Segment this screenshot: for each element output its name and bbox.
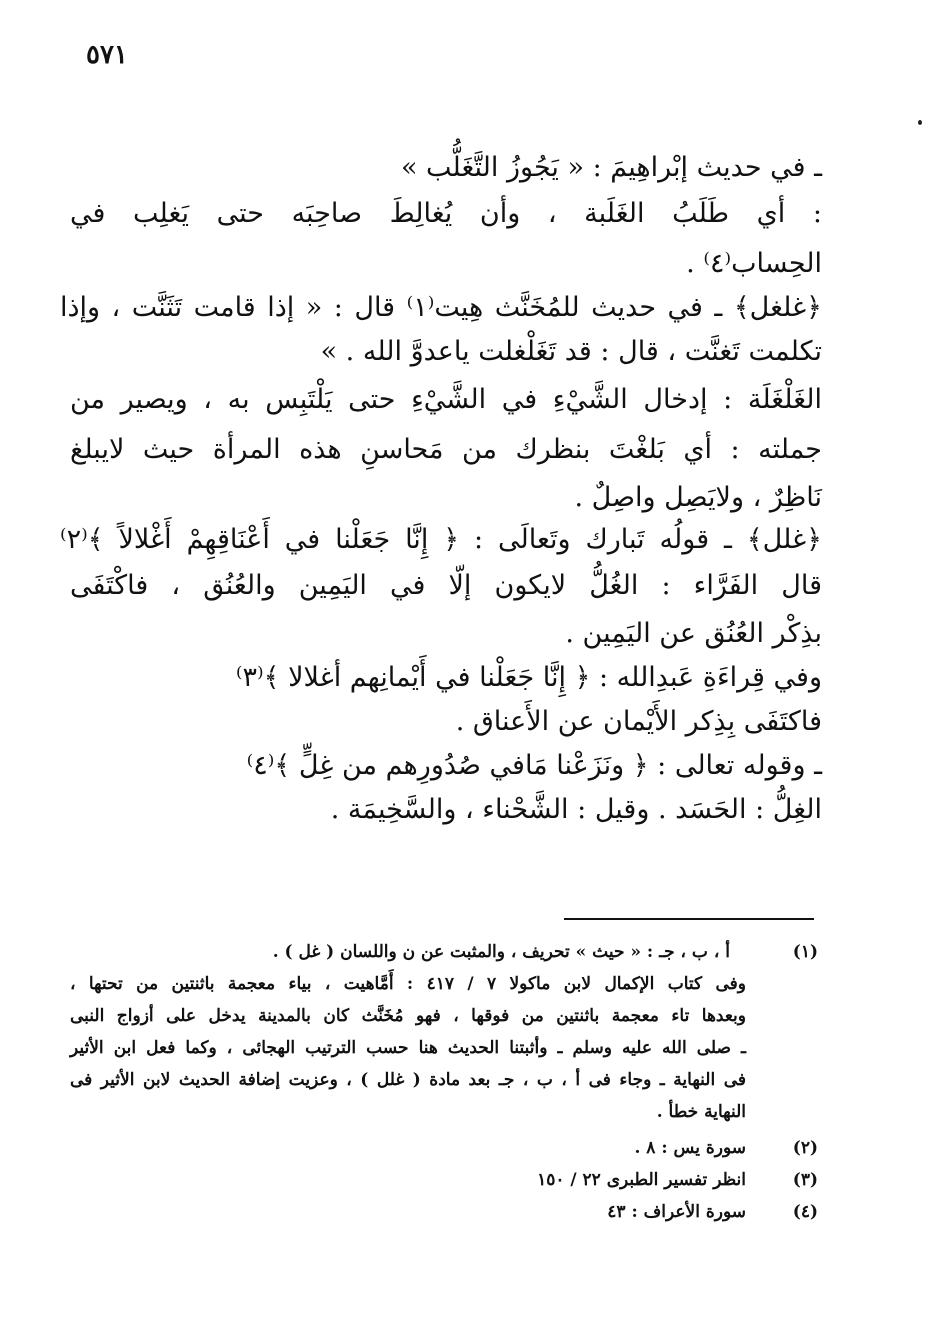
- footnote-number: (٣): [792, 1170, 818, 1190]
- footnote-separator: [564, 918, 814, 920]
- text-line: بذِكْر العُنُق عن اليَمِين .: [565, 618, 822, 649]
- footnote-text: سورة يس : ٨ .: [634, 1138, 746, 1158]
- text-line: نَاظِرٌ ، ولايَصِل واصِلٌ .: [574, 482, 822, 513]
- page-number: ٥٧١: [86, 40, 128, 70]
- text-line: ﴿غلغل﴾ ـ في حديث للمُخَنَّث هِيت⁽١⁾ قال : « إذا قامت تَثَنَّت ، وإذا: [60, 292, 822, 323]
- footnote-text: فى النهاية ـ وجاء فى أ ، ب ، جـ بعد مادة ( غلل ) ، وعزيت إضافة الحديث لابن الأثير فى: [70, 1070, 746, 1090]
- text-line: : أي طَلَبُ الغَلَبة ، وأن يُغالِطَ صاحِبَه حتى يَغلِب في: [70, 198, 822, 229]
- text-line: ﴿غلل﴾ ـ قولُه تَبارك وتَعالَى : ﴿ إِنَّا جَعَلْنا في أَعْنَاقِهِمْ أَغْلالاً ﴾⁽٢⁾: [60, 524, 822, 555]
- footnote-line: [70, 936, 818, 968]
- text-line: ـ في حديث إبْراهِيمَ : « يَجُوزُ التَّغَلُّب »: [400, 152, 822, 183]
- margin-dot: [918, 120, 922, 125]
- text-line: تكلمت تَغنَّت ، قال : قد تَغَلْغلت ياعدوَّ الله . »: [320, 336, 822, 367]
- footnote-text: انظر تفسير الطبرى ٢٢ / ١٥٠: [537, 1170, 746, 1190]
- footnote-line: [70, 968, 818, 1000]
- text-line: الغِلُّ : الحَسَد . وقيل : الشَّحْناء ، والسَّخِيمَة .: [330, 794, 822, 825]
- footnote-text: أ ، ب ، جـ : « حيث » تحريف ، والمثبت عن ن واللسان ( غل ) .: [272, 942, 730, 962]
- footnote-line: [70, 1032, 818, 1064]
- footnote-number: (٢): [792, 1138, 818, 1158]
- text-line: وفي قِراءَةِ عَبدِالله : ﴿ إِنَّا جَعَلْنا في أَيْمانِهم أغلالا ﴾⁽٣⁾: [235, 662, 822, 693]
- footnote-text: وفى كتاب الإكمال لابن ماكولا ٧ / ٤١٧ : أَمَّاهيت ، بياء معجمة باثنتين من تحتها ،: [70, 974, 746, 994]
- footnote-line: [70, 1132, 818, 1164]
- footnote-line: [70, 1196, 818, 1228]
- footnote-text: سورة الأعراف : ٤٣: [607, 1202, 746, 1222]
- footnote-number: (٤): [792, 1202, 818, 1222]
- text-line: فاكتَفَى بِذِكر الأَيْمان عن الأَعناق .: [455, 706, 822, 737]
- footnote-number: (١): [792, 942, 818, 962]
- footnote-line: [70, 1096, 818, 1128]
- footnote-line: [70, 1064, 818, 1096]
- text-line: جملته : أي بَلغْتَ بنظرك من مَحاسنِ هذه المرأة حيث لايبلغ: [70, 434, 822, 465]
- text-line: قال الفَرَّاء : الغُلُّ لايكون إلّا في اليَمِين والعُنُق ، فاكْتَفَى: [70, 570, 822, 601]
- footnote-text: وبعدها تاء معجمة باثنتين من فوقها ، فهو مُخَنَّث كان بالمدينة يدخل على أزواج النبى: [70, 1006, 746, 1026]
- text-line: الحِساب⁽٤⁾ .: [686, 248, 822, 279]
- footnote-line: [70, 1000, 818, 1032]
- footnote-text: ـ صلى الله عليه وسلم ـ وأثبتنا الحديث هنا حسب الترتيب الهجائى ، وكما فعل ابن الأثير: [70, 1038, 746, 1058]
- text-line: الغَلْغَلَة : إدخال الشَّيْءِ في الشَّيْءِ حتى يَلْتَبِس به ، ويصير من: [70, 384, 822, 415]
- text-line: ـ وقوله تعالى : ﴿ ونَزَعْنا مَافي صُدُورِهم من غِلٍّ ﴾⁽٤⁾: [246, 750, 822, 781]
- footnote-line: [70, 1164, 818, 1196]
- footnote-text: النهاية خطأ .: [656, 1102, 746, 1122]
